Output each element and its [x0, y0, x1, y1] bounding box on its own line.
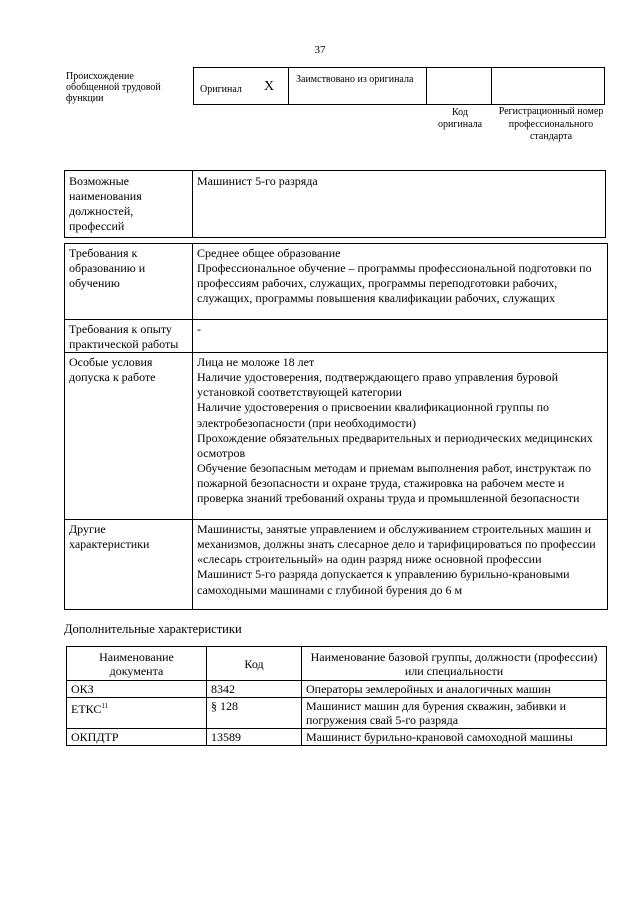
origin-divider — [426, 68, 427, 104]
table-row — [67, 681, 607, 698]
doc-name: ОКЗ — [71, 682, 94, 696]
requirement-line: Машинист 5-го разряда допускается к управлению бурильно-крановыми самоходными машинами с глубиной бурения до 6 м — [197, 567, 570, 597]
code-original-cell — [432, 68, 490, 104]
requirements-row — [65, 520, 608, 610]
requirement-line: Среднее общее образование — [197, 246, 341, 260]
positions-table — [64, 170, 606, 238]
table-header-row — [67, 647, 607, 681]
requirements-row — [65, 244, 608, 320]
requirement-line: Обучение безопасным методам и приемам выполнения работ, инструктаж по пожарной безопасности и охране труда, стажировка на рабочем месте и проверка знаний требований охраны труда и промышленной безопасности — [197, 460, 592, 506]
row-doc — [67, 681, 207, 698]
doc-name: ОКПДТР — [71, 730, 119, 744]
row-code: 13589 — [207, 729, 302, 746]
origin-divider — [288, 68, 289, 104]
original-mark: X — [264, 79, 275, 94]
positions-label: Возможные наименования должностей, профессий — [65, 171, 193, 238]
row-code: § 128 — [207, 698, 302, 729]
requirement-value — [193, 244, 608, 320]
table-row — [67, 729, 607, 746]
footnote-ref: 11 — [101, 702, 109, 710]
table-row — [67, 698, 607, 729]
requirement-label: Особые условия допуска к работе — [65, 353, 193, 520]
row-doc — [67, 698, 207, 729]
requirement-line: Лица не моложе 18 лет — [197, 355, 315, 370]
origin-label: Происхождение обобщенной трудовой функции — [66, 71, 161, 104]
requirement-line: Прохождение обязательных предварительных и периодических медицинских осмотров — [197, 430, 593, 460]
requirement-line: Профессиональное обучение – программы профессиональной подготовки по профессиям рабочих, служащих, программы переподготовки рабочих, служащих, программы повышения квалификации рабочих, служащих — [197, 261, 592, 306]
requirements-row — [65, 353, 608, 520]
page-number: 37 — [314, 44, 326, 56]
requirement-label: Другие характеристики — [65, 520, 193, 610]
extra-title: Дополнительные характеристики — [64, 622, 242, 636]
requirements-row — [65, 320, 608, 353]
additional-characteristics-table — [66, 646, 607, 746]
row-name: Операторы землеройных и аналогичных машин — [302, 681, 607, 698]
requirement-value — [193, 520, 608, 610]
requirement-line: - — [197, 322, 201, 336]
requirement-label: Требования к образованию и обучению — [65, 244, 193, 320]
code-original-caption: Код оригинала — [437, 107, 483, 130]
doc-name: ЕТКС — [71, 702, 102, 716]
row-doc — [67, 729, 207, 746]
header-doc: Наименование документа — [67, 647, 207, 681]
requirement-line: Наличие удостоверения о присвоении квалификационной группы по электробезопасности (при необходимости) — [197, 400, 550, 430]
header-code: Код — [207, 647, 302, 681]
row-code: 8342 — [207, 681, 302, 698]
requirement-line: Наличие удостоверения, подтверждающего право управления буровой установкой соответствующей категории — [197, 370, 559, 400]
requirement-line: Машинисты, занятые управлением и обслуживанием строительных машин и механизмов, должны знать слесарное дело и тарифицироваться по профессии «слесарь строительный» на один разряд ниже основной профессии — [197, 522, 596, 567]
row-name: Машинист бурильно-крановой самоходной машины — [302, 729, 607, 746]
requirement-value — [193, 320, 608, 353]
requirement-label: Требования к опыту практической работы — [65, 320, 193, 353]
original-label: Оригинал — [200, 84, 242, 95]
reg-number-cell — [497, 68, 603, 104]
positions-value: Машинист 5-го разряда — [193, 171, 606, 238]
reg-number-caption: Регистрационный номер профессионального стандарта — [498, 106, 604, 142]
origin-box — [193, 67, 605, 105]
origin-divider — [491, 68, 492, 104]
borrowed-label: Заимствовано из оригинала — [296, 74, 414, 85]
header-name: Наименование базовой группы, должности (профессии) или специальности — [302, 647, 607, 681]
requirements-table — [64, 243, 608, 610]
row-name: Машинист машин для бурения скважин, забивки и погружения свай 5-го разряда — [302, 698, 607, 729]
requirement-value — [193, 353, 608, 520]
